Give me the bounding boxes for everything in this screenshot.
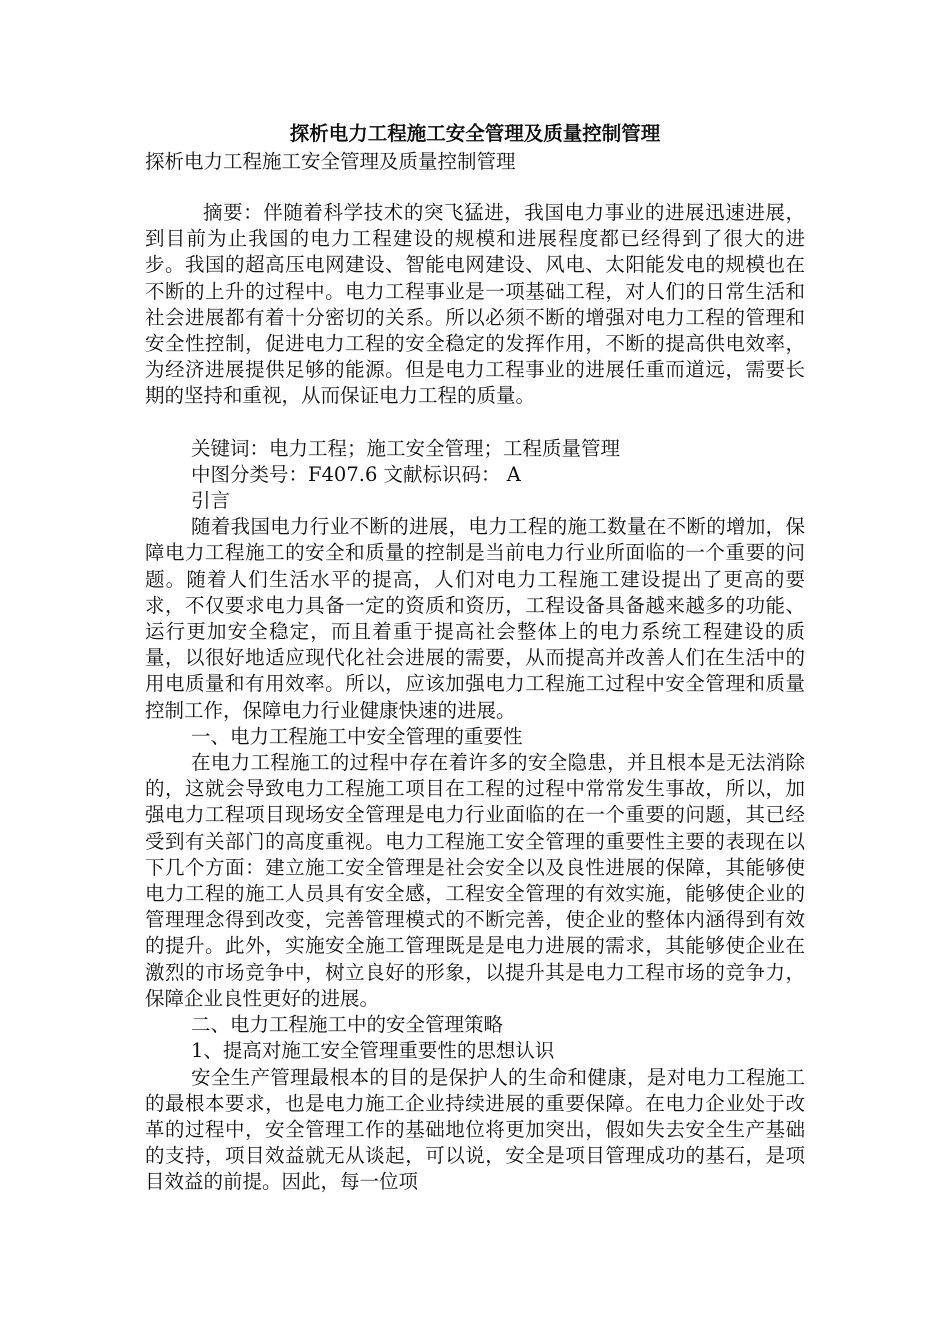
abstract-paragraph: 摘要：伴随着科学技术的突飞猛进，我国电力事业的进展迅速进展，到目前为止我国的电力工程建设的规模和进展程度都已经得到了很大的进步。我国的超高压电网建设、智能电网建设、风电、太阳能发电的规模也在不断的上升的过程中。电力工程事业是一项基础工程，对人们的日常生活和社会进展都有着十分密切的关系。所以必须不断的增强对电力工程的管理和安全性控制，促进电力工程的安全稳定的发挥作用，不断的提高供电效率，为经济进展提供足够的能源。但是电力工程事业的进展任重而道远，需要长期的坚持和重视，从而保证电力工程的质量。 xyxy=(145,201,805,408)
classification-line: 中图分类号：F407.6 文献标识码： A xyxy=(191,462,521,486)
blank-line xyxy=(145,174,805,200)
blank-line xyxy=(145,410,805,436)
intro-paragraph: 随着我国电力行业不断的进展，电力工程的施工数量在不断的增加，保障电力工程施工的安全和质量的控制是当前电力行业所面临的一个重要的问题。随着人们生活水平的提高，人们对电力工程施工建设提出了更高的要求，不仅要求电力具备一定的资质和资历，工程设备具备越来越多的功能、运行更加安全稳定，而且着重于提高社会整体上的电力系统工程建设的质量，以很好地适应现代化社会进展的需要，从而提高并改善人们在生活中的用电质量和有用效率。所以，应该加强电力工程施工过程中安全管理和质量控制工作，保障电力行业健康快速的进展。 xyxy=(145,515,805,722)
intro-heading: 引言 xyxy=(191,489,231,513)
section2-heading: 二、电力工程施工中的安全管理策略 xyxy=(191,1013,504,1037)
section1-paragraph: 在电力工程施工的过程中存在着许多的安全隐患，并且根本是无法消除的，这就会导致电力工程施工项目在工程的过程中常常发生事故，所以，加强电力工程项目现场安全管理是电力行业面临的在一个重要的问题，其已经受到有关部门的高度重视。电力工程施工安全管理的重要性主要的表现在以下几个方面：建立施工安全管理是社会安全以及良性进展的保障，其能够使电力工程的施工人员具有安全感，工程安全管理的有效实施，能够使企业的管理理念得到改变，完善管理模式的不断完善，使企业的整体内涵得到有效的提升。此外，实施安全施工管理既是是电力进展的需求，其能够使企业在激烈的市场竞争中，树立良好的形象，以提升其是电力工程市场的竞争力，保障企业良性更好的进展。 xyxy=(145,751,805,1010)
document-subtitle: 探析电力工程施工安全管理及质量控制管理 xyxy=(145,150,516,173)
keywords-line: 关键词：电力工程；施工安全管理；工程质量管理 xyxy=(191,436,621,460)
section1-heading: 一、电力工程施工中安全管理的重要性 xyxy=(191,724,523,748)
document-title: 探析电力工程施工安全管理及质量控制管理 xyxy=(289,122,661,145)
section2-sub1-paragraph: 安全生产管理最根本的目的是保护人的生命和健康，是对电力工程施工的最根本要求，也是电力施工企业持续进展的重要保障。在电力企业处于改革的过程中，安全管理工作的基础地位将更加突出，假如失去安全生产基础的支持，项目效益就无从谈起，可以说，安全是项目管理成功的基石，是项目效益的前提。因此，每一位项 xyxy=(145,1065,805,1194)
section2-sub1-heading: 1、提高对施工安全管理重要性的思想认识 xyxy=(191,1039,555,1063)
document-page xyxy=(145,118,805,1196)
